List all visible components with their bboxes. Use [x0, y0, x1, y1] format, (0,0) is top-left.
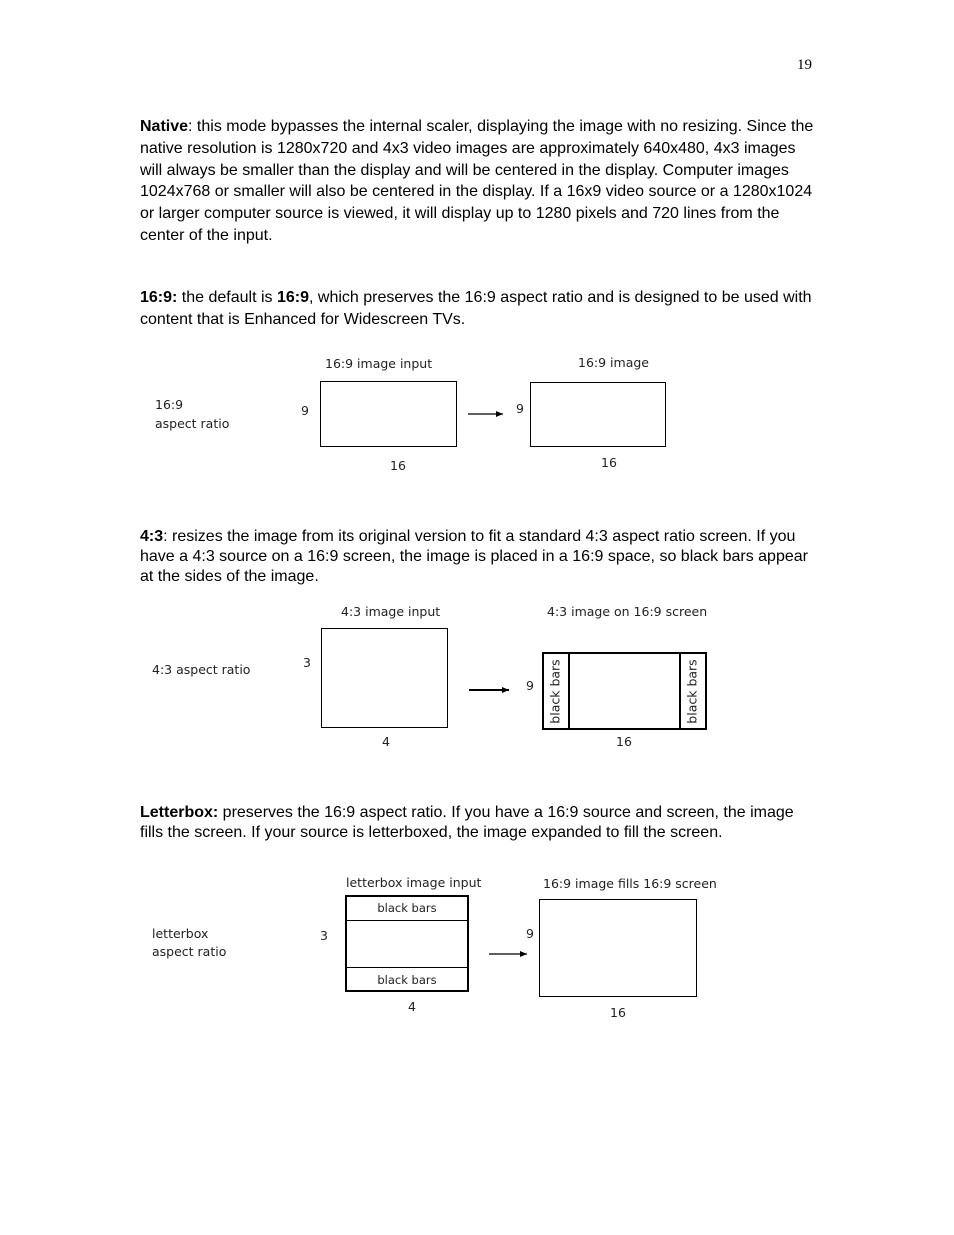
wide-row-label-2: aspect ratio — [155, 416, 230, 431]
standard-input-title: 4:3 image input — [341, 604, 441, 619]
standard-output-width: 16 — [616, 734, 632, 749]
wide-heading: 16:9: — [140, 289, 178, 306]
wide-bold-default: 16:9 — [276, 289, 310, 306]
wide-input-height: 9 — [301, 403, 309, 418]
letterbox-input-width: 4 — [408, 999, 416, 1014]
letterbox-heading: Letterbox: — [140, 804, 219, 821]
letterbox-output-height: 9 — [526, 926, 534, 941]
wide-output-width: 16 — [601, 455, 617, 470]
letterbox-output-width: 16 — [610, 1005, 626, 1020]
letterbox-input-title: letterbox image input — [346, 875, 482, 890]
standard-right-bar-label: black bars — [685, 659, 700, 724]
letterbox-input-height: 3 — [320, 928, 328, 943]
wide-output-title: 16:9 image — [578, 355, 649, 370]
wide-row-label-1: 16:9 — [155, 397, 184, 412]
standard-input-height: 3 — [303, 655, 311, 670]
native-text: : this mode bypasses the internal scaler, displaying the image with no resizing. Since the native resolution is 1280x720 and 4x3 video images are approximately 640x480, 4x3 images will always be smaller than the display and will be centered in the display. Computer images 1024x768 or smaller will also be centered in the display. If a 16x9 video source or a 1280x1024 or larger computer source is viewed, it will display up to 1280 pixels and 720 lines from the center of the input. — [140, 118, 814, 244]
letterbox-bottom-bar: black bars — [347, 967, 467, 990]
letterbox-row-label-1: letterbox — [152, 926, 209, 941]
wide-output-height: 9 — [516, 401, 524, 416]
wide-text-1: the default is — [177, 289, 277, 306]
letterbox-output-title: 16:9 image fills 16:9 screen — [543, 876, 717, 891]
standard-left-bar-label: black bars — [548, 659, 563, 724]
letterbox-row-label-2: aspect ratio — [152, 944, 227, 959]
letterbox-text: preserves the 16:9 aspect ratio. If you have a 16:9 source and screen, the image fills the screen. If your source is letterboxed, the image expanded to fill the screen. — [140, 804, 794, 841]
standard-output-height: 9 — [526, 678, 534, 693]
standard-row-label: 4:3 aspect ratio — [152, 662, 251, 677]
wide-text-2: , which preserves the 16:9 aspect ratio and is designed to be used with content that is Enhanced for Widescreen TVs. — [140, 289, 812, 328]
wide-input-width: 16 — [390, 458, 406, 473]
wide-input-title: 16:9 image input — [325, 356, 433, 371]
page-number: 19 — [797, 57, 812, 73]
standard-output-title: 4:3 image on 16:9 screen — [547, 604, 708, 619]
native-heading: Native — [140, 118, 189, 135]
standard-input-width: 4 — [382, 734, 390, 749]
standard-heading: 4:3 — [140, 528, 164, 545]
standard-text: : resizes the image from its original version to fit a standard 4:3 aspect ratio screen. If you have a 4:3 source on a 16:9 screen, the image is placed in a 16:9 space, so black bars appear at the sides of the image. — [140, 528, 808, 585]
letterbox-top-bar: black bars — [347, 897, 467, 921]
